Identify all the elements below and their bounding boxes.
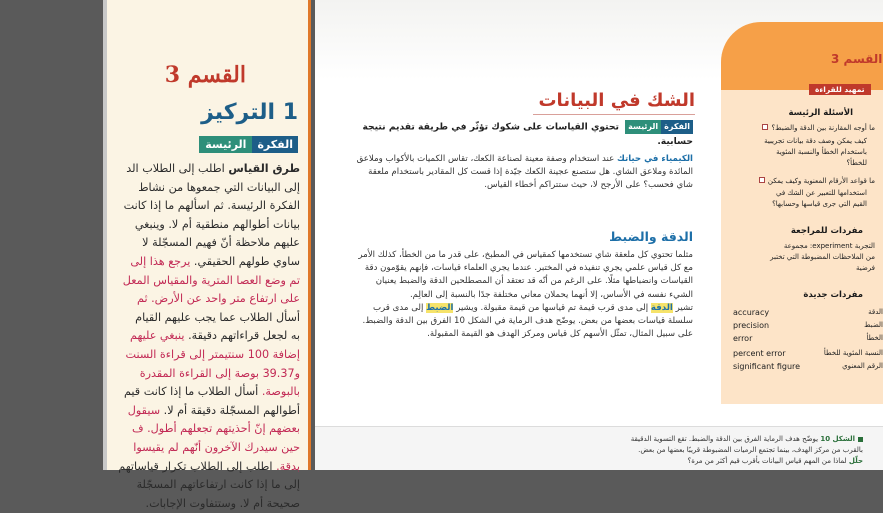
review-line: فرضية [855, 264, 875, 272]
new-vocab-heading: مفردات جديدة [803, 290, 863, 300]
caption-text: لماذا من المهم قياس البيانات بأقرب قيم أكثر من مرة؟ [687, 457, 849, 465]
teacher-line: إلى ما إذا كانت ارتفاعاتهم المسجّلة [136, 478, 300, 492]
vocab-ar: النسبة المئوية للخطأ [823, 349, 883, 357]
vocab-en: precision [733, 321, 770, 330]
teacher-line: تم وضع العصا المترية والمقياس المعل [122, 273, 300, 287]
figure-label: الشكل 10 [820, 435, 855, 443]
square-bullet-icon [858, 437, 863, 442]
question-line: استخدامها للتعبير عن الشك في [775, 189, 867, 197]
caption-line [631, 435, 863, 443]
teacher-line: ساوي طولهم الحقيقي. [193, 254, 300, 268]
main-idea-text: تحتوي القياسات على شكوك تؤثّر في طريقة تقديم نتيجة حسابية. [362, 121, 693, 147]
question-text: ما أوجه المقارنة بين الدقة والضبط؟ [771, 124, 875, 132]
teacher-line: على ارتفاع متر واحد عن الأرض. ثم [137, 292, 300, 306]
review-line: من الملاحظات المضبوطة التي تختبر [770, 253, 875, 261]
teacher-line: إلى البيانات التي جمعوها من نشاط [138, 180, 300, 194]
reading-prep-panel [721, 22, 883, 404]
analyze-label: حلّل [848, 457, 863, 465]
definition-part: تشير [672, 302, 693, 313]
reading-prep-label: تمهيد للقراءة [809, 84, 871, 95]
question-text: ما قواعد الأرقام المعنوية وكيف يمكن [767, 177, 875, 185]
teacher-lead: طرق القياس [228, 162, 300, 175]
review-term: التجربة experiment: مجموعة [783, 242, 875, 250]
tag-word-main: الرئيسة [625, 120, 661, 134]
teacher-line: صحيحة أم لا. وستتفاوت الإجابات. [145, 496, 300, 510]
question-line: للخطأ؟ [846, 159, 867, 167]
definition-text [355, 302, 693, 342]
body-paragraph [355, 249, 693, 341]
question-2 [759, 176, 875, 188]
teacher-line: بعضهم إنّ أحذيتهم تجعلهم أطول. ف [131, 422, 300, 436]
vocab-row [733, 320, 883, 331]
teacher-line: بالبوصة. [261, 385, 300, 399]
teacher-line: حين سيدرك الآخرون أنّهم لم يقيسوا [133, 440, 300, 454]
question-line: باستخدام الخطأ والنسبة المئوية [776, 148, 867, 156]
focus-heading [201, 100, 298, 125]
badge-word-main: الرئيسة [199, 136, 252, 153]
body-text: مثلما تحتوي كل ملعقة شاي تستخدمها كمقياس في المطبخ، على قدر ما من الخطأ، كذلك الأمر مع كل قياس علمي يجري تنفيذه في المختبر. عندما يجري العلماء قياسات، فإنهم يقوّمون دقة القياسات وانضباطها مثلًا. على الرغم من أنّه قد تعتقد أن المصطلحين الدقة والضبط يعنيان الشيء نفسه في الأساس، إلا أنهما يحملان معاني مختلفة جدًا بالنسبة إلى العالِم. [358, 250, 693, 300]
page-title: الشك في البيانات [538, 90, 695, 111]
figure-caption [315, 426, 883, 470]
teacher-line: اطلب إلى الطلاب تكرار قياساتهم [118, 459, 277, 473]
badge-word-idea: الفكرة [252, 136, 298, 153]
question-line: القيم التي جرى قياسها وحسابها؟ [772, 200, 867, 208]
vocab-row [733, 361, 883, 372]
tag-word-idea: الفكرة [661, 120, 693, 134]
caption-line: بالقرب من مركز الهدف، بينما تجتمع الرميات المضبوطة قريبًا بعضها من بعض. [638, 446, 863, 454]
term-accuracy: الدقة [650, 302, 673, 313]
vocab-row [733, 348, 883, 359]
panel-section: القسم 3 [831, 52, 883, 66]
teacher-line: إضافة 100 سنتيمتر إلى قراءة السنت [125, 347, 300, 361]
caption-question [688, 457, 863, 465]
teacher-highlight: ينبغي عليهم [130, 329, 189, 343]
main-idea [355, 120, 693, 149]
vocab-row [733, 307, 883, 318]
teacher-highlight: سيقول [127, 403, 164, 417]
section-word: القسم [187, 62, 246, 88]
main-idea-badge [199, 136, 298, 153]
vocab-ar: الضبط [864, 321, 883, 329]
definition-part: إلى مدى قرب سلسلة قياسات بعضها من بعض. يوضّح هدف الرماية في الشكل 10 الفرق بين الدقة والضبط. على سبيل المثال، تمثّل الأسهم كل قياس ومركز الهدف هو القيمة المقبولة. [362, 302, 693, 340]
question-1 [762, 123, 875, 135]
focus-word: التركيز [201, 100, 276, 125]
teacher-line: بدقة. [276, 459, 300, 473]
term-precision: الضبط [426, 302, 454, 313]
teacher-column [107, 0, 311, 510]
section-number: 3 [164, 62, 181, 88]
vocab-ar: الخطأ [866, 334, 883, 342]
vocab-row [733, 333, 883, 344]
teacher-line: و39.37 بوصة إلى القراءة المقدرة [139, 366, 300, 380]
question-line: كيف يمكن وصف دقة بيانات تجريبية [764, 137, 867, 145]
focus-number: 1 [282, 100, 298, 125]
key-questions-heading: الأسئلة الرئيسة [788, 108, 853, 118]
intro-paragraph [355, 153, 693, 193]
teacher-line: عليهم ملاحظة أنّ فهيم المسجّلة لا [142, 236, 300, 250]
teacher-line: أسأل الطلاب ما إذا كانت قيم [123, 385, 262, 399]
teacher-line: أطوالهم المسجّلة دقيقة أم لا. [163, 403, 300, 417]
teacher-line: بيانات أطوالهم منطقية أم لا. وينبغي [134, 217, 300, 231]
vocab-ar: الرقم المعنوي [842, 362, 883, 370]
vocab-en: significant figure [733, 362, 801, 371]
intro-text: عند استخدام وصفة معينة لصناعة الكعك، تقاس الكميات بالأكواب وملاعق المائدة وملاعق الشاي. هل ستصنع عجينة الكعك جيّدة إذا قست كل المقادير باستخدام ملعقة شاي فحسب؟ على الأرجح لا، حيث ستتراكم أخطاء القياس. [356, 154, 693, 191]
subheading-accuracy-precision: الدقة والضبط [609, 229, 693, 244]
teacher-text [0, 160, 300, 513]
definition-part: إلى مدى قرب قيمة تم قياسها من قيمة مقبولة. ويشير [453, 302, 651, 313]
title-underline [533, 114, 695, 115]
vocab-en: error [733, 334, 753, 343]
review-vocab-heading: مفردات للمراجعة [790, 226, 863, 236]
vocab-en: accuracy [733, 308, 770, 317]
teacher-highlight: يرجع هذا إلى [130, 254, 194, 268]
section-heading [165, 62, 246, 88]
main-idea-tag [625, 120, 693, 134]
teacher-line: به لجعل قراءاتهم دقيقة. [188, 329, 300, 343]
vocab-ar: الدقة [868, 308, 883, 316]
checkbox-icon [759, 177, 765, 183]
vocab-en: percent error [733, 349, 786, 358]
teacher-line: الفكرة الرئيسة. ثم اسألهم ما إذا كانت [123, 199, 300, 213]
intro-lead: الكيمياء في حياتك [616, 154, 693, 164]
teacher-line: أسأل الطلاب عما يجب عليهم القيام [135, 310, 300, 324]
teacher-line: اطلب إلى الطلاب الد [126, 162, 229, 175]
checkbox-icon [762, 124, 768, 130]
caption-text: يوضّح هدف الرماية الفرق بين الدقة والضبط. تقع التسوية الدقيقة [630, 435, 821, 443]
